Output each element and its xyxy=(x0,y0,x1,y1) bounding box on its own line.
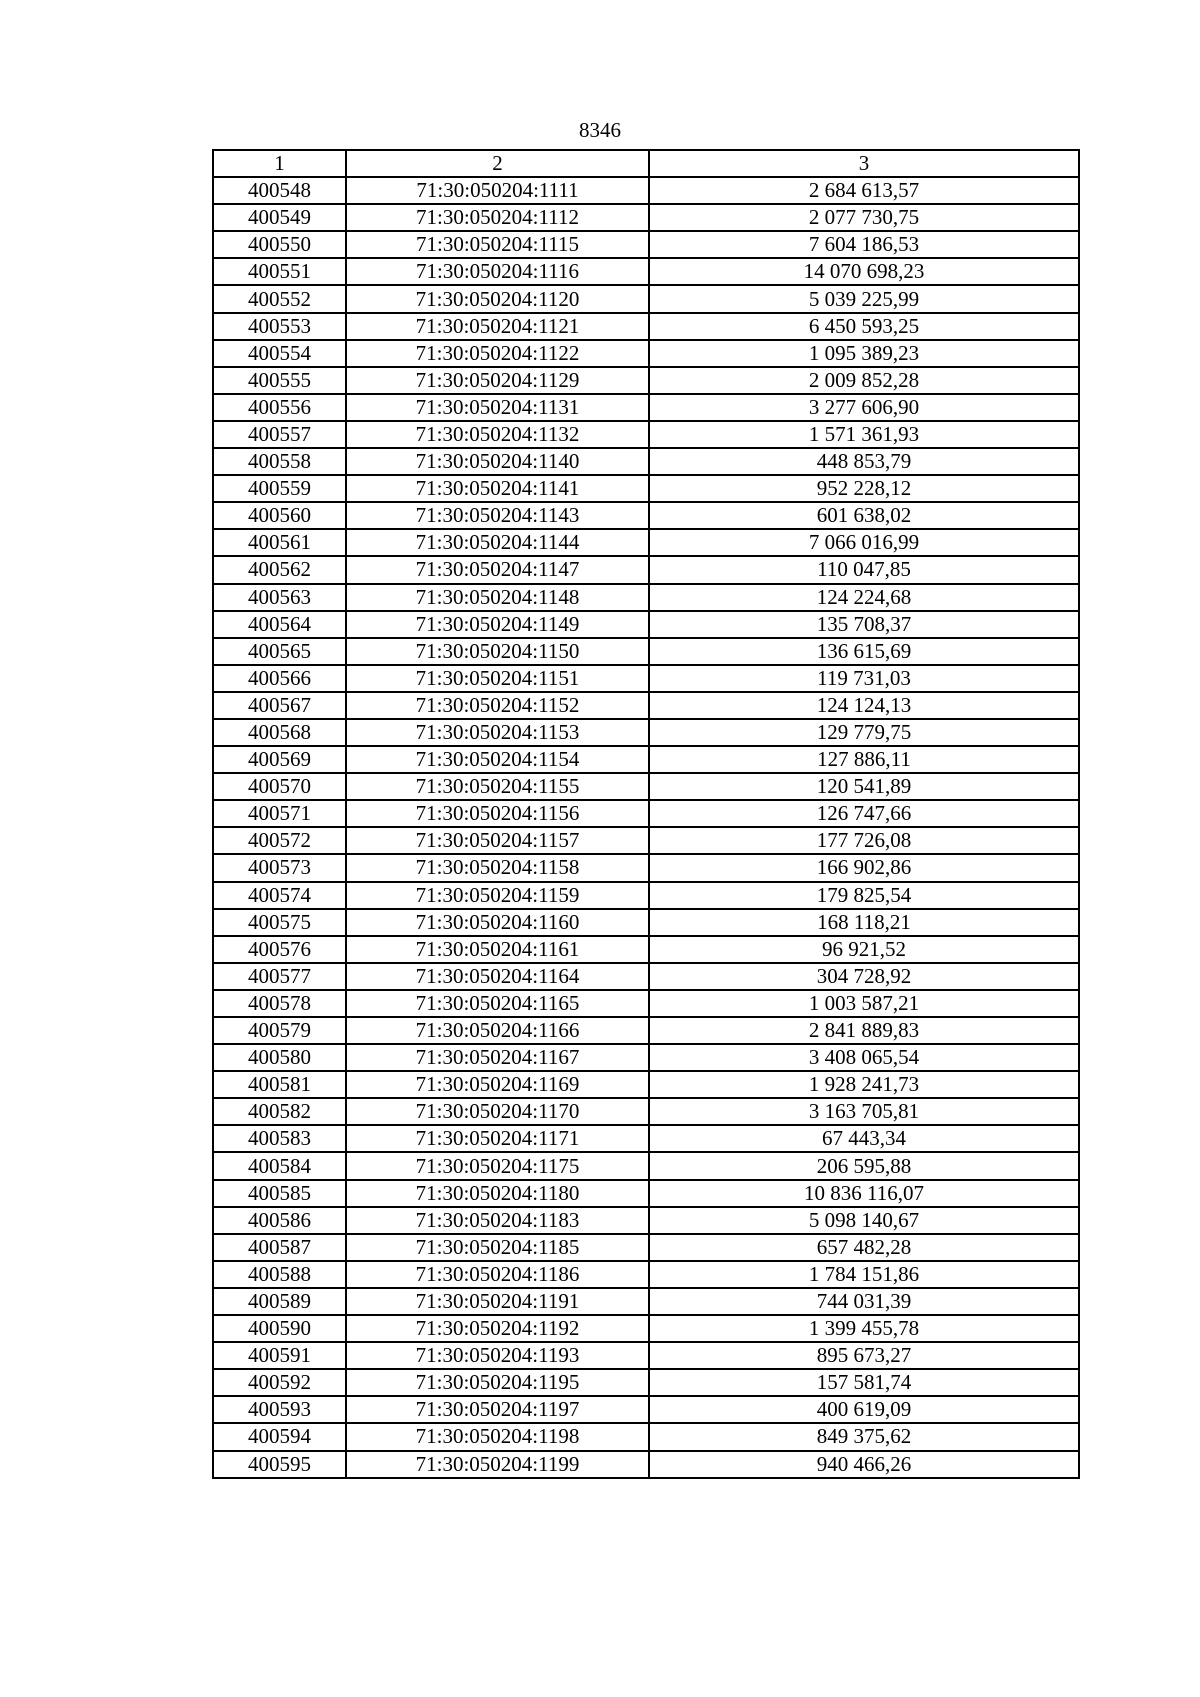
table-row xyxy=(213,638,1079,665)
table-row xyxy=(213,394,1079,421)
cadastral-number-cell: 71:30:050204:1151 xyxy=(346,665,649,692)
cadastral-number-cell: 71:30:050204:1120 xyxy=(346,285,649,312)
table-row xyxy=(213,882,1079,909)
row-number-cell: 400593 xyxy=(213,1396,346,1423)
row-number-cell: 400564 xyxy=(213,611,346,638)
value-cell: 1 784 151,86 xyxy=(649,1261,1079,1288)
row-number-cell: 400594 xyxy=(213,1423,346,1450)
row-number-cell: 400554 xyxy=(213,340,346,367)
row-number-cell: 400563 xyxy=(213,584,346,611)
table-row xyxy=(213,1152,1079,1179)
table-row xyxy=(213,204,1079,231)
cadastral-number-cell: 71:30:050204:1175 xyxy=(346,1152,649,1179)
row-number-cell: 400578 xyxy=(213,990,346,1017)
value-cell: 3 408 065,54 xyxy=(649,1044,1079,1071)
table-row xyxy=(213,313,1079,340)
row-number-cell: 400555 xyxy=(213,367,346,394)
table-row xyxy=(213,231,1079,258)
table-row xyxy=(213,773,1079,800)
value-cell: 2 841 889,83 xyxy=(649,1017,1079,1044)
cadastral-number-cell: 71:30:050204:1111 xyxy=(346,177,649,204)
cadastral-number-cell: 71:30:050204:1129 xyxy=(346,367,649,394)
value-cell: 1 003 587,21 xyxy=(649,990,1079,1017)
value-cell: 96 921,52 xyxy=(649,936,1079,963)
cadastral-number-cell: 71:30:050204:1150 xyxy=(346,638,649,665)
value-cell: 127 886,11 xyxy=(649,746,1079,773)
cadastral-number-cell: 71:30:050204:1154 xyxy=(346,746,649,773)
value-cell: 135 708,37 xyxy=(649,611,1079,638)
cadastral-number-cell: 71:30:050204:1195 xyxy=(346,1369,649,1396)
table-row xyxy=(213,1234,1079,1261)
value-cell: 6 450 593,25 xyxy=(649,313,1079,340)
row-number-cell: 400575 xyxy=(213,909,346,936)
cadastral-number-cell: 71:30:050204:1141 xyxy=(346,475,649,502)
table-row xyxy=(213,285,1079,312)
row-number-cell: 400580 xyxy=(213,1044,346,1071)
cadastral-number-cell: 71:30:050204:1186 xyxy=(346,1261,649,1288)
cadastral-number-cell: 71:30:050204:1167 xyxy=(346,1044,649,1071)
table-row xyxy=(213,990,1079,1017)
value-cell: 110 047,85 xyxy=(649,556,1079,583)
row-number-cell: 400587 xyxy=(213,1234,346,1261)
cadastral-number-cell: 71:30:050204:1160 xyxy=(346,909,649,936)
value-cell: 120 541,89 xyxy=(649,773,1079,800)
row-number-cell: 400553 xyxy=(213,313,346,340)
table-row xyxy=(213,827,1079,854)
value-cell: 2 684 613,57 xyxy=(649,177,1079,204)
cadastral-number-cell: 71:30:050204:1164 xyxy=(346,963,649,990)
value-cell: 14 070 698,23 xyxy=(649,258,1079,285)
table-row xyxy=(213,746,1079,773)
row-number-cell: 400565 xyxy=(213,638,346,665)
header-cell-col2: 2 xyxy=(346,150,649,177)
value-cell: 124 124,13 xyxy=(649,692,1079,719)
cadastral-number-cell: 71:30:050204:1131 xyxy=(346,394,649,421)
value-cell: 2 077 730,75 xyxy=(649,204,1079,231)
value-cell: 1 571 361,93 xyxy=(649,421,1079,448)
cadastral-number-cell: 71:30:050204:1180 xyxy=(346,1180,649,1207)
cadastral-number-cell: 71:30:050204:1198 xyxy=(346,1423,649,1450)
value-cell: 1 399 455,78 xyxy=(649,1315,1079,1342)
table-row xyxy=(213,1044,1079,1071)
table-row xyxy=(213,1288,1079,1315)
table-row xyxy=(213,529,1079,556)
table-row xyxy=(213,692,1079,719)
table-body xyxy=(213,177,1079,1478)
cadastral-number-cell: 71:30:050204:1165 xyxy=(346,990,649,1017)
table-row xyxy=(213,1451,1079,1478)
table-row xyxy=(213,475,1079,502)
cadastral-number-cell: 71:30:050204:1193 xyxy=(346,1342,649,1369)
cadastral-number-cell: 71:30:050204:1192 xyxy=(346,1315,649,1342)
value-cell: 952 228,12 xyxy=(649,475,1079,502)
value-cell: 601 638,02 xyxy=(649,502,1079,529)
table-row xyxy=(213,936,1079,963)
row-number-cell: 400595 xyxy=(213,1451,346,1478)
table-row xyxy=(213,584,1079,611)
cadastral-number-cell: 71:30:050204:1161 xyxy=(346,936,649,963)
cadastral-number-cell: 71:30:050204:1158 xyxy=(346,854,649,881)
row-number-cell: 400584 xyxy=(213,1152,346,1179)
cadastral-number-cell: 71:30:050204:1112 xyxy=(346,204,649,231)
value-cell: 657 482,28 xyxy=(649,1234,1079,1261)
row-number-cell: 400589 xyxy=(213,1288,346,1315)
table-row xyxy=(213,1180,1079,1207)
row-number-cell: 400559 xyxy=(213,475,346,502)
row-number-cell: 400576 xyxy=(213,936,346,963)
value-cell: 136 615,69 xyxy=(649,638,1079,665)
value-cell: 166 902,86 xyxy=(649,854,1079,881)
table-row xyxy=(213,854,1079,881)
cadastral-number-cell: 71:30:050204:1121 xyxy=(346,313,649,340)
value-cell: 179 825,54 xyxy=(649,882,1079,909)
value-cell: 124 224,68 xyxy=(649,584,1079,611)
value-cell: 304 728,92 xyxy=(649,963,1079,990)
header-row xyxy=(213,150,1079,177)
value-cell: 3 163 705,81 xyxy=(649,1098,1079,1125)
table-row xyxy=(213,1207,1079,1234)
value-cell: 7 066 016,99 xyxy=(649,529,1079,556)
row-number-cell: 400592 xyxy=(213,1369,346,1396)
cadastral-number-cell: 71:30:050204:1143 xyxy=(346,502,649,529)
table-row xyxy=(213,1017,1079,1044)
value-cell: 177 726,08 xyxy=(649,827,1079,854)
row-number-cell: 400569 xyxy=(213,746,346,773)
row-number-cell: 400548 xyxy=(213,177,346,204)
table-row xyxy=(213,800,1079,827)
page-number: 8346 xyxy=(579,118,621,142)
table-header xyxy=(213,150,1079,177)
table-row xyxy=(213,258,1079,285)
cadastral-number-cell: 71:30:050204:1149 xyxy=(346,611,649,638)
row-number-cell: 400573 xyxy=(213,854,346,881)
cadastral-number-cell: 71:30:050204:1159 xyxy=(346,882,649,909)
cadastral-number-cell: 71:30:050204:1171 xyxy=(346,1125,649,1152)
value-cell: 119 731,03 xyxy=(649,665,1079,692)
cadastral-number-cell: 71:30:050204:1116 xyxy=(346,258,649,285)
row-number-cell: 400552 xyxy=(213,285,346,312)
row-number-cell: 400568 xyxy=(213,719,346,746)
table-row xyxy=(213,367,1079,394)
row-number-cell: 400551 xyxy=(213,258,346,285)
header-cell-col1: 1 xyxy=(213,150,346,177)
value-cell: 895 673,27 xyxy=(649,1342,1079,1369)
row-number-cell: 400557 xyxy=(213,421,346,448)
table-row xyxy=(213,1261,1079,1288)
cadastral-number-cell: 71:30:050204:1169 xyxy=(346,1071,649,1098)
table-row xyxy=(213,1396,1079,1423)
cadastral-number-cell: 71:30:050204:1156 xyxy=(346,800,649,827)
row-number-cell: 400586 xyxy=(213,1207,346,1234)
table-row xyxy=(213,1423,1079,1450)
cadastral-number-cell: 71:30:050204:1147 xyxy=(346,556,649,583)
row-number-cell: 400570 xyxy=(213,773,346,800)
table-row xyxy=(213,340,1079,367)
value-cell: 129 779,75 xyxy=(649,719,1079,746)
value-cell: 744 031,39 xyxy=(649,1288,1079,1315)
cadastral-number-cell: 71:30:050204:1197 xyxy=(346,1396,649,1423)
table-row xyxy=(213,719,1079,746)
row-number-cell: 400550 xyxy=(213,231,346,258)
cadastral-number-cell: 71:30:050204:1148 xyxy=(346,584,649,611)
row-number-cell: 400574 xyxy=(213,882,346,909)
row-number-cell: 400583 xyxy=(213,1125,346,1152)
cadastral-number-cell: 71:30:050204:1191 xyxy=(346,1288,649,1315)
cadastral-number-cell: 71:30:050204:1132 xyxy=(346,421,649,448)
table-row xyxy=(213,1098,1079,1125)
table-row xyxy=(213,502,1079,529)
row-number-cell: 400579 xyxy=(213,1017,346,1044)
cadastral-number-cell: 71:30:050204:1115 xyxy=(346,231,649,258)
header-cell-col3: 3 xyxy=(649,150,1079,177)
cadastral-number-cell: 71:30:050204:1166 xyxy=(346,1017,649,1044)
table-row xyxy=(213,1071,1079,1098)
cadastral-number-cell: 71:30:050204:1152 xyxy=(346,692,649,719)
value-cell: 940 466,26 xyxy=(649,1451,1079,1478)
table-row xyxy=(213,665,1079,692)
table-row xyxy=(213,556,1079,583)
table-row xyxy=(213,1369,1079,1396)
row-number-cell: 400571 xyxy=(213,800,346,827)
value-cell: 1 095 389,23 xyxy=(649,340,1079,367)
value-cell: 67 443,34 xyxy=(649,1125,1079,1152)
cadastral-number-cell: 71:30:050204:1185 xyxy=(346,1234,649,1261)
row-number-cell: 400560 xyxy=(213,502,346,529)
cadastral-number-cell: 71:30:050204:1157 xyxy=(346,827,649,854)
data-table xyxy=(212,149,1080,1479)
table-row xyxy=(213,1125,1079,1152)
row-number-cell: 400591 xyxy=(213,1342,346,1369)
value-cell: 168 118,21 xyxy=(649,909,1079,936)
value-cell: 3 277 606,90 xyxy=(649,394,1079,421)
table-row xyxy=(213,421,1079,448)
value-cell: 400 619,09 xyxy=(649,1396,1079,1423)
row-number-cell: 400588 xyxy=(213,1261,346,1288)
value-cell: 5 039 225,99 xyxy=(649,285,1079,312)
value-cell: 126 747,66 xyxy=(649,800,1079,827)
cadastral-number-cell: 71:30:050204:1170 xyxy=(346,1098,649,1125)
value-cell: 849 375,62 xyxy=(649,1423,1079,1450)
row-number-cell: 400581 xyxy=(213,1071,346,1098)
value-cell: 5 098 140,67 xyxy=(649,1207,1079,1234)
row-number-cell: 400558 xyxy=(213,448,346,475)
table-row xyxy=(213,909,1079,936)
cadastral-number-cell: 71:30:050204:1155 xyxy=(346,773,649,800)
value-cell: 1 928 241,73 xyxy=(649,1071,1079,1098)
value-cell: 157 581,74 xyxy=(649,1369,1079,1396)
table-row xyxy=(213,177,1079,204)
cadastral-number-cell: 71:30:050204:1122 xyxy=(346,340,649,367)
row-number-cell: 400566 xyxy=(213,665,346,692)
row-number-cell: 400561 xyxy=(213,529,346,556)
table-row xyxy=(213,448,1079,475)
row-number-cell: 400572 xyxy=(213,827,346,854)
row-number-cell: 400567 xyxy=(213,692,346,719)
table-row xyxy=(213,963,1079,990)
row-number-cell: 400549 xyxy=(213,204,346,231)
cadastral-number-cell: 71:30:050204:1144 xyxy=(346,529,649,556)
cadastral-number-cell: 71:30:050204:1140 xyxy=(346,448,649,475)
row-number-cell: 400585 xyxy=(213,1180,346,1207)
row-number-cell: 400556 xyxy=(213,394,346,421)
row-number-cell: 400590 xyxy=(213,1315,346,1342)
row-number-cell: 400582 xyxy=(213,1098,346,1125)
cadastral-number-cell: 71:30:050204:1199 xyxy=(346,1451,649,1478)
value-cell: 206 595,88 xyxy=(649,1152,1079,1179)
table-row xyxy=(213,1315,1079,1342)
value-cell: 448 853,79 xyxy=(649,448,1079,475)
cadastral-number-cell: 71:30:050204:1183 xyxy=(346,1207,649,1234)
table-row xyxy=(213,1342,1079,1369)
row-number-cell: 400577 xyxy=(213,963,346,990)
value-cell: 2 009 852,28 xyxy=(649,367,1079,394)
value-cell: 10 836 116,07 xyxy=(649,1180,1079,1207)
cadastral-number-cell: 71:30:050204:1153 xyxy=(346,719,649,746)
value-cell: 7 604 186,53 xyxy=(649,231,1079,258)
row-number-cell: 400562 xyxy=(213,556,346,583)
table-row xyxy=(213,611,1079,638)
